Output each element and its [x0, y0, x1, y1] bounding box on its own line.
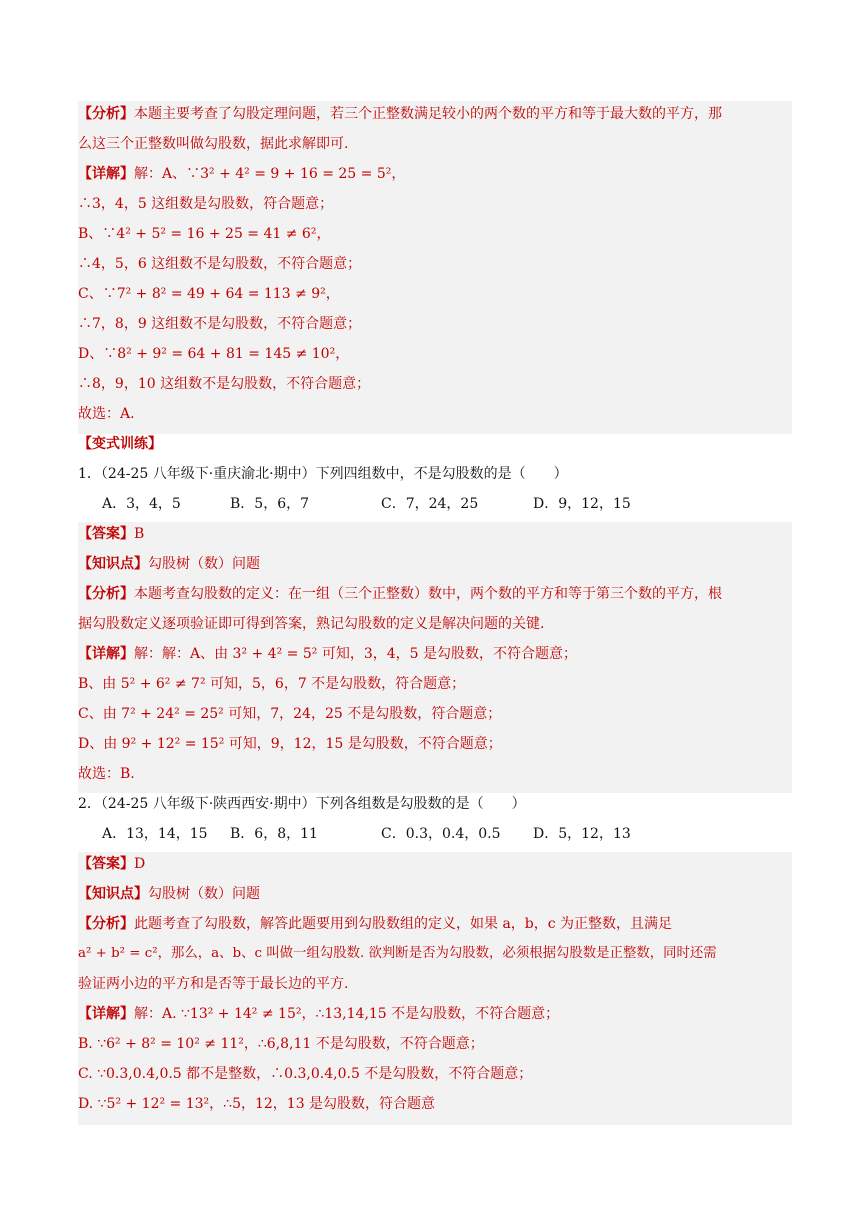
line-text: 解：A. ∵13² + 14² ≠ 15²，∴13,14,15 不是勾股数，不符合题意；: [134, 1006, 560, 1022]
tag-detail: 【详解】: [78, 1006, 134, 1022]
tag-answer: 【答案】: [78, 856, 134, 872]
line-text: B. ∵6² + 8² = 10² ≠ 11²，∴6,8,11 不是勾股数，不符合题意；: [78, 1036, 484, 1052]
line-text: 解：解：A、由 3² + 4² = 5² 可知，3，4，5 是勾股数，不符合题意；: [134, 646, 578, 662]
detail-line: [78, 762, 792, 786]
detail-line: [78, 1032, 792, 1056]
question-2-option-c: C．0.3，0.4，0.5: [381, 826, 501, 842]
line-text: B、由 5² + 6² ≠ 7² 可知，5，6，7 不是勾股数，符合题意；: [78, 676, 466, 692]
detail-line: [78, 1002, 792, 1026]
line-text: 验证两小边的平方和是否等于最长边的平方.: [78, 976, 349, 992]
line-text: 故选：A.: [78, 406, 135, 422]
tag-detail: 【详解】: [78, 166, 134, 182]
knowledge-line: [78, 552, 792, 576]
question-1-option-c: C．7，24，25: [381, 496, 479, 512]
analysis-line: [78, 102, 792, 126]
tag-knowledge: 【知识点】: [78, 886, 148, 902]
question-2-option-d: D．5，12，13: [533, 826, 631, 842]
analysis-line: [78, 912, 792, 936]
detail-line: [78, 672, 792, 696]
detail-line: [78, 732, 792, 756]
question-2-option-b: B．6，8，11: [230, 826, 318, 842]
tag-analysis: 【分析】: [78, 106, 134, 122]
analysis-line: [78, 582, 792, 606]
detail-line: [78, 402, 792, 426]
detail-line: [78, 282, 792, 306]
detail-line: [78, 1062, 792, 1086]
line-text: 解：A、∵3² + 4² = 9 + 16 = 25 = 5²，: [134, 166, 406, 182]
detail-line: [78, 252, 792, 276]
line-text: C. ∵0.3,0.4,0.5 都不是整数，∴0.3,0.4,0.5 不是勾股数，不符合题意；: [78, 1066, 533, 1082]
line-text: a² + b² = c²，那么，a、b、c 叫做一组勾股数. 欲判断是否为勾股数，必须根据勾股数是正整数，同时还需: [78, 946, 717, 961]
question-1-stem: 1．（24-25 八年级下·重庆渝北·期中）下列四组数中，不是勾股数的是（ ）: [78, 466, 568, 482]
line-text: 故选：B.: [78, 766, 135, 782]
line-text: B: [134, 526, 145, 542]
line-text: 么这三个正整数叫做勾股数，据此求解即可.: [78, 136, 349, 152]
line-text: C、∵7² + 8² = 49 + 64 = 113 ≠ 9²，: [78, 286, 340, 302]
detail-line: [78, 312, 792, 336]
line-text: D. ∵5² + 12² = 13²，∴5，12，13 是勾股数，符合题意: [78, 1096, 436, 1112]
line-text: B、∵4² + 5² = 16 + 25 = 41 ≠ 6²，: [78, 226, 331, 242]
line-text: ∴8，9，10 这组数不是勾股数，不符合题意；: [78, 376, 371, 392]
detail-line: [78, 192, 792, 216]
line-text: 本题考查勾股数的定义：在一组（三个正整数）数中，两个数的平方和等于第三个数的平方，根: [134, 586, 722, 602]
tag-analysis: 【分析】: [78, 586, 134, 602]
line-text: D、由 9² + 12² = 15² 可知，9，12，15 是勾股数，不符合题意；: [78, 736, 502, 752]
line-text: 勾股树（数）问题: [148, 886, 260, 902]
question-1-option-d: D．9，12，15: [533, 496, 631, 512]
analysis-line: [78, 612, 792, 636]
question-2-option-a: A．13，14，15: [102, 826, 208, 842]
section-title-text: 【变式训练】: [78, 436, 162, 452]
line-text: D: [134, 856, 146, 872]
question-2-stem: 2．（24-25 八年级下·陕西西安·期中）下列各组数是勾股数的是（ ）: [78, 796, 526, 812]
analysis-line: [78, 132, 792, 156]
question-1-option-b: B．5，6，7: [230, 496, 310, 512]
tag-analysis: 【分析】: [78, 916, 134, 932]
line-text: ∴7，8，9 这组数不是勾股数，不符合题意；: [78, 316, 362, 332]
line-text: 此题考查了勾股数，解答此题要用到勾股数组的定义，如果 a，b，c 为正整数，且满足: [134, 916, 673, 932]
detail-line: [78, 372, 792, 396]
answer-line: [78, 522, 792, 546]
detail-line: [78, 162, 792, 186]
detail-line: [78, 342, 792, 366]
tag-knowledge: 【知识点】: [78, 556, 148, 572]
tag-detail: 【详解】: [78, 646, 134, 662]
question-1-option-a: A．3，4，5: [102, 496, 181, 512]
line-text: D、∵8² + 9² = 64 + 81 = 145 ≠ 10²，: [78, 346, 350, 362]
line-text: C、由 7² + 24² = 25² 可知，7，24，25 不是勾股数，符合题意；: [78, 706, 502, 722]
line-text: ∴4，5，6 这组数不是勾股数，不符合题意；: [78, 256, 362, 272]
section-title: [78, 432, 792, 456]
detail-line: [78, 702, 792, 726]
detail-line: [78, 642, 792, 666]
analysis-line: [78, 942, 792, 966]
analysis-line: [78, 972, 792, 996]
detail-line: [78, 222, 792, 246]
line-text: 勾股树（数）问题: [148, 556, 260, 572]
answer-line: [78, 852, 792, 876]
line-text: ∴3，4，5 这组数是勾股数，符合题意；: [78, 196, 334, 212]
line-text: 据勾股数定义逐项验证即可得到答案，熟记勾股数的定义是解决问题的关键.: [78, 616, 545, 632]
detail-line: [78, 1092, 792, 1116]
tag-answer: 【答案】: [78, 526, 134, 542]
line-text: 本题主要考查了勾股定理问题，若三个正整数满足较小的两个数的平方和等于最大数的平方，那: [134, 106, 722, 122]
knowledge-line: [78, 882, 792, 906]
